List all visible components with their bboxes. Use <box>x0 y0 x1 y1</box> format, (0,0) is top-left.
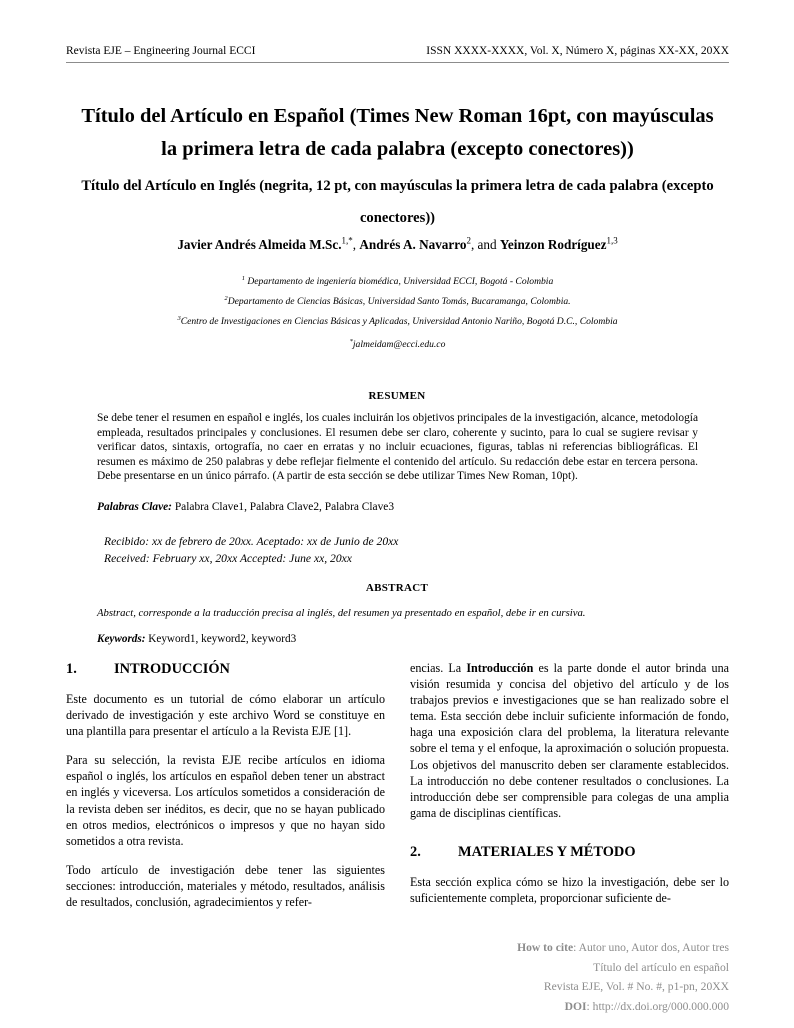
affiliation-marker-2: 2 <box>224 294 228 302</box>
how-to-cite-doi <box>409 997 729 1017</box>
paragraph-right-1-part-a: encias. La <box>410 661 467 675</box>
paragraph-left-3: Todo artículo de investigación debe tener las siguientes secciones: introducción, materiales y método, resultados, análisis de resultados, conclusión, agradecimientos y refer- <box>66 862 385 910</box>
affiliation-2 <box>66 292 729 312</box>
affiliation-text-3: Centro de Investigaciones en Ciencias Básicas y Aplicadas, Universidad Antonio Nariño, Bogotá D.C., Colombia <box>180 316 618 327</box>
how-to-cite-block <box>409 938 729 1016</box>
author-separator-2: , and <box>470 237 500 252</box>
section-heading-materiales <box>410 843 729 861</box>
author-name-1: Javier Andrés Almeida M.Sc. <box>177 237 342 252</box>
email-marker: * <box>349 337 353 345</box>
how-to-cite-authors: : Autor uno, Autor dos, Autor tres <box>573 941 729 954</box>
running-head-issn: ISSN XXXX-XXXX, Vol. X, Número X, páginas XX-XX, 20XX <box>426 45 729 57</box>
running-head <box>66 44 729 58</box>
paragraph-right-2: Esta sección explica cómo se hizo la investigación, debe ser lo suficientemente completa, proporcionar suficiente de- <box>410 874 729 906</box>
paragraph-left-1: Este documento es un tutorial de cómo elaborar un artículo derivado de investigación y este archivo Word se constituye en una plantilla para presentar el artículo a la Revista EJE [1]. <box>66 692 385 739</box>
body-column-left <box>66 660 385 910</box>
author-affil-marker-2: 2 <box>466 235 471 246</box>
paragraph-right-1-part-b: es la parte donde el autor brinda una visión resumida y concisa del objetivo del artículo y de los trabajos previos e investigaciones que se han realizado sobre el tema. Esta sección debe incluir suficiente información de fondo, haga una exposición clara del problema, la literatura relevante sobre el tema y el enfoque, la aproximación o solución propuesta. Los objetivos del manuscrito deben ser claramente establecidos. La introducción no debe contener resultados o conclusiones. La introducción debe ser comprensible para colegas de una amplia gama de disciplinas científicas. <box>410 661 729 820</box>
body-column-right <box>410 660 729 906</box>
section-heading-introduccion <box>66 660 385 678</box>
author-list <box>66 236 729 253</box>
running-head-divider <box>66 62 729 63</box>
keywords-spanish-label: Palabras Clave: <box>97 501 172 513</box>
section-title-1: INTRODUCCIÓN <box>114 661 230 677</box>
keywords-english <box>97 633 698 645</box>
section-number-2: 2. <box>410 843 421 860</box>
paragraph-left-2: Para su selección, la revista EJE recibe artículos en idioma español o inglés, los artículos en español deben tener un abstract en inglés y viceversa. Los artículos sometidos a consideración de la revista deben ser inéditos, es decir, que no se hayan publicado en otros medios, electrónicos o impresos y que no hayan sido sometidos a otra revista. <box>66 753 385 848</box>
affiliation-3 <box>66 312 729 332</box>
author-name-2: Andrés A. Navarro <box>359 237 467 252</box>
paragraph-right-1-bold: Introducción <box>466 661 534 675</box>
affiliation-text-1: Departamento de ingeniería biomédica, Universidad ECCI, Bogotá - Colombia <box>247 276 554 287</box>
author-affil-marker-3: 1,3 <box>606 235 618 246</box>
resumen-heading: RESUMEN <box>368 390 426 402</box>
how-to-cite-line-1 <box>409 938 729 958</box>
publication-dates <box>104 533 705 567</box>
abstract-heading: ABSTRACT <box>365 582 429 594</box>
how-to-cite-title: Título del artículo en español <box>593 960 729 974</box>
resumen-text: Se debe tener el resumen en español e inglés, los cuales incluirán los objetivos principales de la investigación, alcance, metodología empleada, resultados principales y conclusiones. El resumen debe ser claro, coherente y sucinto, para lo cual se sugiere revisar y verificar datos, sintaxis, ortografía, no caer en erratas y no incluir ecuaciones, figuras, tablas ni referencias bibliográficas. El resumen es máximo de 250 palabras y debe reflejar fielmente el contenido del artículo. Su redacción debe estar en tercera persona. Debe presentarse en un único párrafo. (A partir de esta sección se debe utilizar Times New Roman, 10pt). <box>97 412 698 483</box>
section-number-1: 1. <box>66 661 77 677</box>
affiliation-marker-3: 3 <box>177 314 181 322</box>
date-received-english: Received: February xx, 20xx Accepted: June xx, 20xx <box>104 552 352 565</box>
keywords-english-value: Keyword1, keyword2, keyword3 <box>145 633 297 645</box>
doi-value[interactable]: : http://dx.doi.org/000.000.000 <box>586 999 729 1013</box>
author-separator-1: , <box>352 237 360 252</box>
email-text: jalmeidam@ecci.edu.co <box>352 339 446 350</box>
section-title-2: MATERIALES Y MÉTODO <box>458 843 636 860</box>
keywords-spanish <box>97 500 698 515</box>
how-to-cite-source: Revista EJE, Vol. # No. #, p1-pn, 20XX <box>543 980 729 993</box>
paragraph-right-1 <box>410 660 729 821</box>
date-received-spanish: Recibido: xx de febrero de 20xx. Aceptado: xx de Junio de 20xx <box>104 535 399 548</box>
doi-label: DOI <box>564 999 587 1013</box>
page-title-english: Título del Artículo en Inglés (negrita, 12 pt, con mayúsculas la primera letra de cada palabra (excepto conectores)) <box>81 178 714 226</box>
keywords-english-label: Keywords: <box>97 633 146 645</box>
affiliation-1 <box>66 272 729 292</box>
running-head-journal: Revista EJE – Engineering Journal ECCI <box>66 45 256 57</box>
corresponding-email <box>66 339 729 350</box>
page-title-spanish: Título del Artículo en Español (Times New Roman 16pt, con mayúsculas la primera letra de cada palabra (excepto conectores)) <box>81 105 714 160</box>
affiliation-marker-1: 1 <box>241 274 245 282</box>
author-name-3: Yeinzon Rodríguez <box>499 237 607 252</box>
how-to-cite-label: How to cite <box>517 941 574 954</box>
keywords-spanish-value: Palabra Clave1, Palabra Clave2, Palabra Clave3 <box>171 501 395 513</box>
abstract-text: Abstract, corresponde a la traducción precisa al inglés, del resumen ya presentado en español, debe ir en cursiva. <box>97 607 586 619</box>
author-affil-marker-1: 1,* <box>341 235 353 246</box>
affiliation-list <box>66 272 729 332</box>
affiliation-text-2: Departamento de Ciencias Básicas, Universidad Santo Tomás, Bucaramanga, Colombia. <box>227 296 571 307</box>
